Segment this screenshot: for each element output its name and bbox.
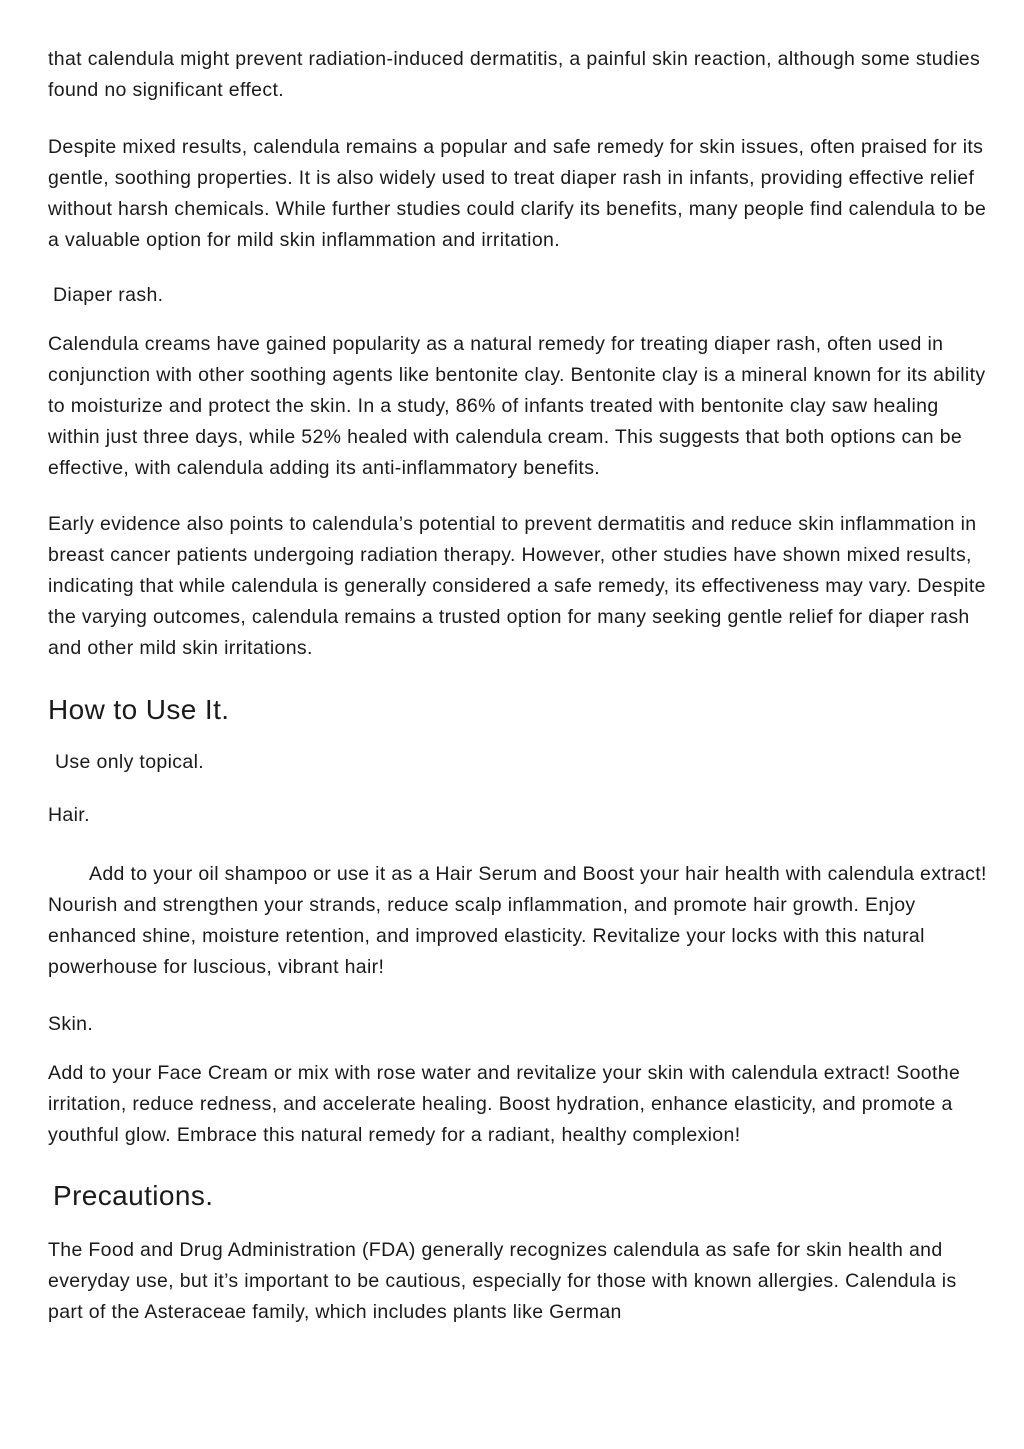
heading-precautions: Precautions. (53, 1180, 214, 1211)
paragraph-diaper-rash: Calendula creams have gained popularity as a natural remedy for treating diaper rash, often used in conjunction with other soothing agents like bentonite clay. Bentonite clay is a mineral known for its ability to moisturize and protect the skin. In a study, 86% of infants treated with bentonite clay saw healing within just three days, while 52% healed with calendula cream. This suggests that both options can be effective, with calendula adding its anti-inflammatory benefits. (48, 333, 986, 479)
paragraph-early-evidence: Early evidence also points to calendula’s potential to prevent dermatitis and reduce skin inflammation in breast cancer patients undergoing radiation therapy. However, other studies have shown mixed results, indicating that while calendula is generally considered a safe remedy, its effectiveness may vary. Despite the varying outcomes, calendula remains a trusted option for many seeking gentle relief for diaper rash and other mild skin irritations. (48, 513, 986, 659)
text-use-only-topical: Use only topical. (55, 751, 205, 773)
heading-how-to-use: How to Use It. (48, 694, 230, 725)
paragraph-precautions: The Food and Drug Administration (FDA) generally recognizes calendula as safe for skin health and everyday use, but it’s important to be cautious, especially for those with known allergies. Calendula is part of the Asteraceae family, which includes plants like German (48, 1239, 957, 1323)
label-hair: Hair. (48, 804, 90, 826)
paragraph-mixed-results: Despite mixed results, calendula remains a popular and safe remedy for skin issues, often praised for its gentle, soothing properties. It is also widely used to treat diaper rash in infants, providing effective relief without harsh chemicals. While further studies could clarify its benefits, many people find calendula to be a valuable option for mild skin inflammation and irritation. (48, 136, 987, 251)
label-skin: Skin. (48, 1013, 94, 1035)
paragraph-skin: Add to your Face Cream or mix with rose water and revitalize your skin with calendula extract! Soothe irritation, reduce redness, and accelerate healing. Boost hydration, enhance elasticity, and promote a youthful glow. Embrace this natural remedy for a radiant, healthy complexion! (48, 1062, 961, 1146)
document-page (48, 44, 988, 1328)
label-diaper-rash: Diaper rash. (53, 284, 164, 306)
paragraph-radiation-dermatitis: that calendula might prevent radiation-induced dermatitis, a painful skin reaction, although some studies found no significant effect. (48, 48, 981, 101)
paragraph-hair: Add to your oil shampoo or use it as a Hair Serum and Boost your hair health with calendula extract! Nourish and strengthen your strands, reduce scalp inflammation, and promote hair growth. Enjoy enhanced shine, moisture retention, and improved elasticity. Revitalize your locks with this natural powerhouse for luscious, vibrant hair! (48, 863, 987, 978)
